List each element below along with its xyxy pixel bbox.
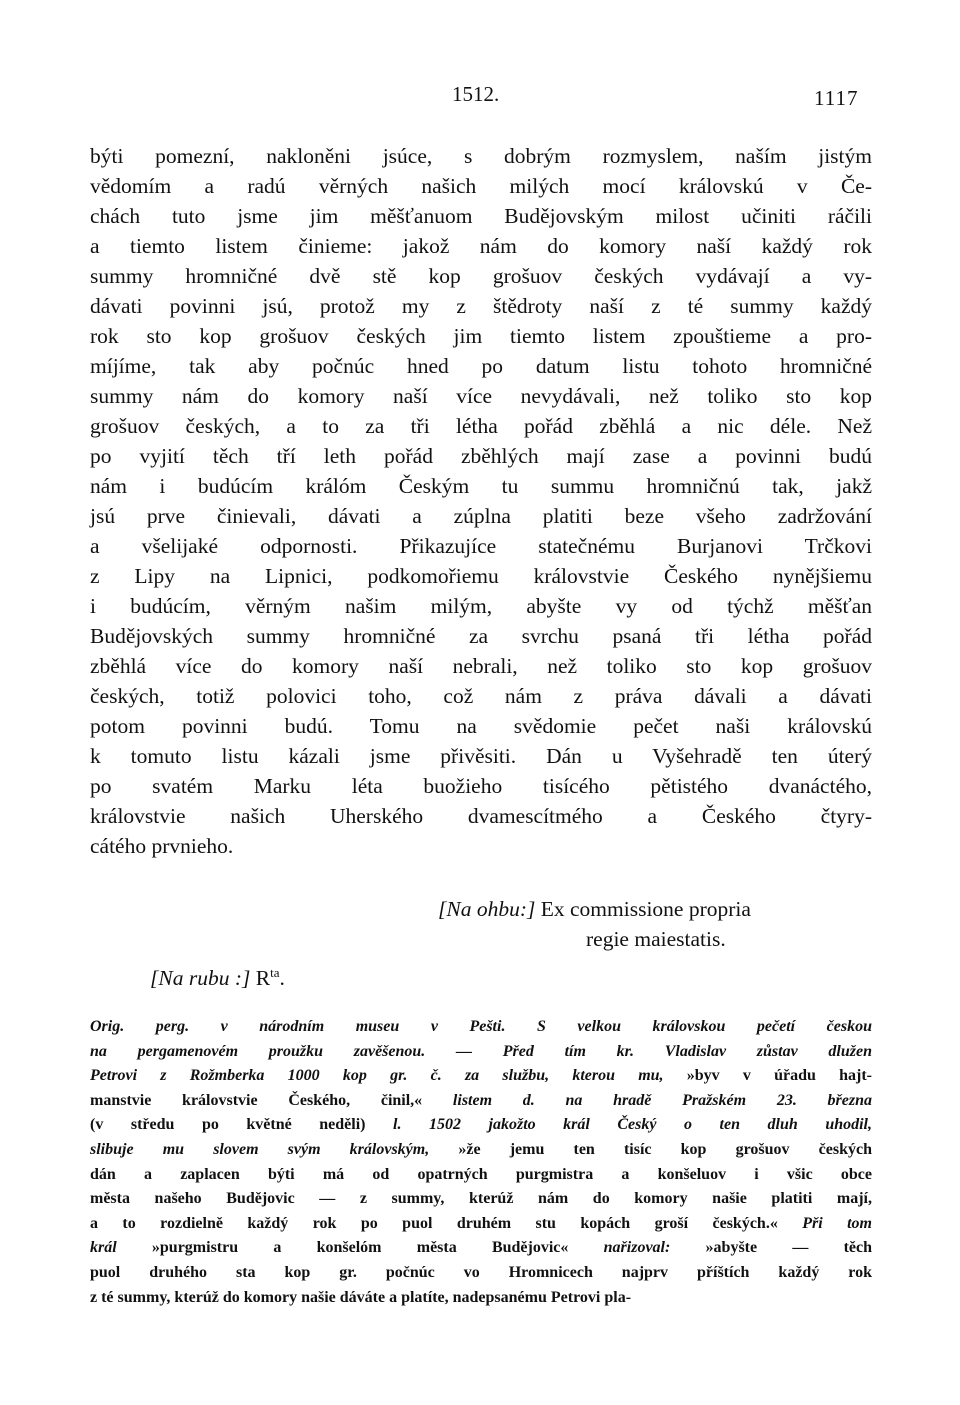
- text-line: z Lipy na Lipnici, podkomořiemu královstvie Českého nynějšiemu: [90, 564, 872, 588]
- back-note-end: .: [279, 966, 285, 991]
- footnote: [90, 1015, 872, 1310]
- text-line: vědomím a radú věrných našich milých mocí královskú v Če-: [90, 174, 872, 198]
- text-line: a všelijaké odpornosti. Přikazujíce statečnému Burjanovi Trčkovi: [90, 534, 872, 558]
- text-line: k tomuto listu kázali jsme přivěsiti. Dán u Vyšehradě ten úterý: [90, 744, 872, 768]
- footnote-line: a to rozdielně každý rok po puol druhém stu kopách groší českých.« Při tom: [90, 1214, 872, 1232]
- footnote-line: (v středu po květné neděli) l. 1502 jakožto král Český o ten dluh uhodil,: [90, 1116, 873, 1134]
- fold-note: [438, 894, 751, 924]
- text-line: summy hromničné dvě stě kop grošuov českých vydávají a vy-: [90, 264, 872, 288]
- text-line: nám i budúcím králóm Českým tu summu hromničnú tak, jakž: [90, 474, 872, 498]
- text-line: jsú prve činievali, dávati a zúplna platiti beze všeho zadržování: [90, 504, 872, 528]
- text-line: zběhlá více do komory naší nebrali, než toliko sto kop grošuov: [90, 654, 872, 678]
- footnote-line: dán a zaplacen býti má od opatrných purgmistra a konšeluov i všic obce: [90, 1165, 872, 1183]
- footnote-line: král »purgmistru a konšelóm města Budějovic« nařizoval: »abyšte — těch: [90, 1239, 872, 1257]
- text-line: míjíme, tak aby počnúc hned po datum listu tohoto hromničné: [90, 354, 872, 378]
- text-line: summy nám do komory naší více nevydávali, než toliko sto kop: [90, 384, 872, 408]
- footnote-line: manstvie královstvie Českého, činil,« listem d. na hradě Pražském 23. března: [90, 1091, 872, 1109]
- main-text: [90, 141, 872, 861]
- back-note-text: R: [255, 966, 271, 991]
- footnote-line: slibuje mu slovem svým královským, »že jemu ten tisíc kop grošuov českých: [90, 1140, 872, 1158]
- footnote-line: puol druhého sta kop gr. počnúc vo Hromnicech najprv příštích každý rok: [90, 1263, 872, 1281]
- text-line: po svatém Marku léta buožieho tisícého pětistého dvanáctého,: [90, 774, 872, 798]
- header-year: 1512.: [452, 82, 500, 106]
- footnote-line: Orig. perg. v národním museu v Pešti. S velkou královskou pečetí českou: [90, 1018, 872, 1035]
- footnote-line: na pergamenovém proužku zavěšenou. — Před tím kr. Vladislav zůstav dlužen: [90, 1042, 872, 1060]
- fold-note-text-2: regie maiestatis.: [586, 927, 726, 951]
- footnote-line: města našeho Budějovic — z summy, kterúž nám do komory našie platiti mají,: [90, 1190, 872, 1208]
- text-line: Budějovských summy hromničné za svrchu psaná tři létha pořád: [90, 624, 872, 648]
- fold-note-text-1: Ex commissione propria: [540, 897, 751, 921]
- text-line: potom povinni budú. Tomu na svědomie pečet naši královskú: [90, 714, 872, 738]
- text-line: královstvie našich Uherského dvamescítmého a Českého čtyry-: [90, 804, 872, 828]
- text-line: býti pomezní, nakloněni jsúce, s dobrým rozmyslem, naším jistým: [90, 144, 872, 168]
- text-line: chách tuto jsme jim měšťanuom Budějovským milost učiniti ráčili: [90, 204, 872, 228]
- footnote-line: Petrovi z Rožmberka 1000 kop gr. č. za službu, kterou mu, »byv v úřadu hajt-: [90, 1067, 873, 1085]
- back-note: [150, 958, 285, 993]
- text-line: rok sto kop grošuov českých jim tiemto listem zpouštieme a pro-: [90, 324, 872, 348]
- text-line: českých, totiž polovici toho, což nám z práva dávali a dávati: [90, 684, 872, 708]
- back-note-label: [Na rubu :]: [150, 966, 251, 991]
- text-line: po vyjití těch tří leth pořád zběhlých mají zase a povinni budú: [90, 444, 872, 468]
- text-line: a tiemto listem činieme: jakož nám do komory naší každý rok: [90, 234, 872, 258]
- text-line: i budúcím, věrným našim milým, abyšte vy od týchž měšťan: [90, 594, 872, 618]
- footnote-line: z té summy, kterúž do komory našie dáváte a platíte, nadepsanému Petrovi pla-: [90, 1288, 632, 1306]
- page-number: 1117: [814, 86, 859, 110]
- back-note-sup: ta: [270, 965, 280, 980]
- text-line: cátého prvnieho.: [90, 834, 234, 858]
- fold-note-label: [Na ohbu:]: [438, 897, 536, 921]
- text-line: grošuov českých, a to za tři létha pořád zběhlá a nic déle. Než: [90, 414, 872, 438]
- text-line: dávati povinni jsú, protož my z štědroty naší z té summy každý: [90, 294, 872, 318]
